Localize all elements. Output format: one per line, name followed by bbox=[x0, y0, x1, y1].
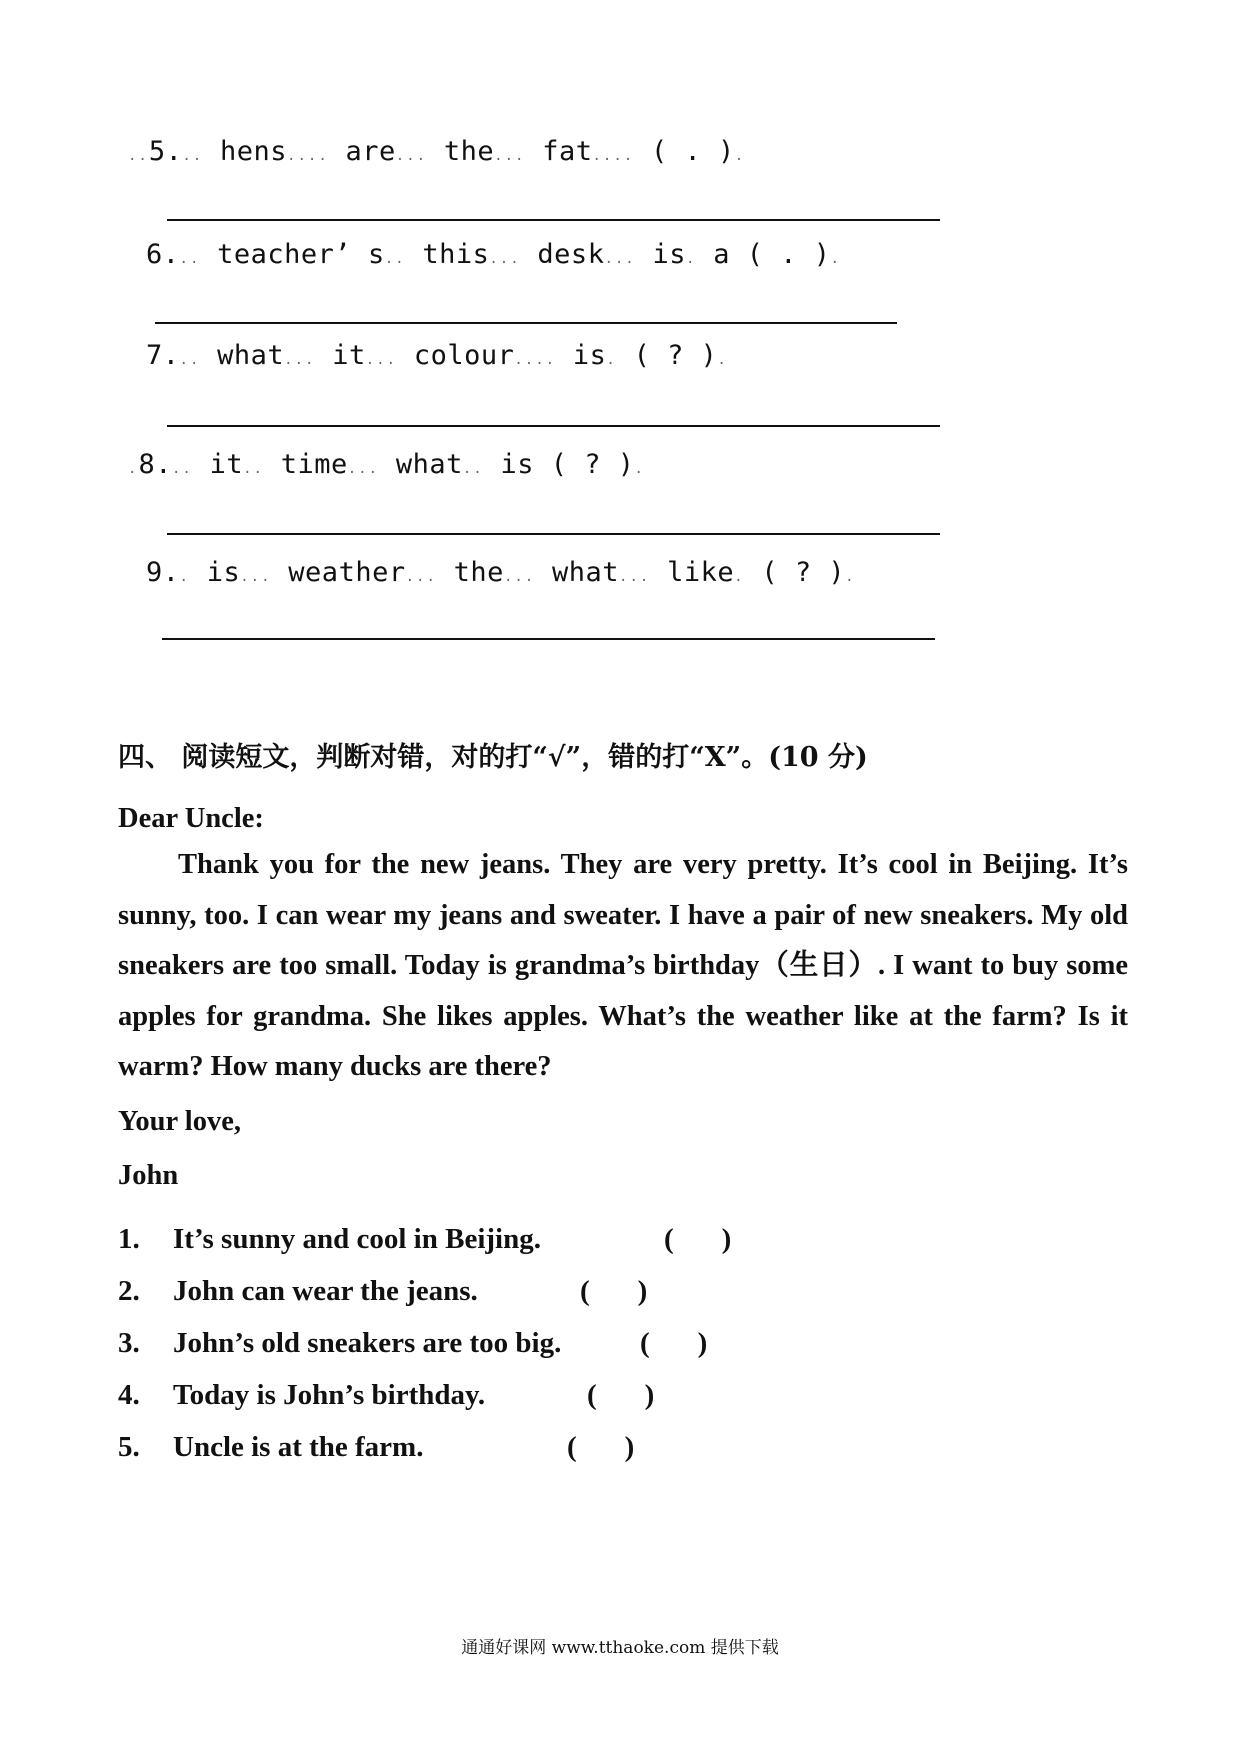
punctuation-hint: ( ? ) bbox=[761, 557, 846, 588]
letter-body: Thank you for the new jeans. They are very pretty. It’s cool in Beijing. It’s sunny, too. I can wear my jeans and sweater. I have a pair of new sneakers. My old sneakers are too small. Today is grandma’s birthday（生日）. I want to buy some apples for grandma. She likes apples. What’s the weather like at the farm? Is it warm? How many ducks are there? bbox=[118, 849, 1128, 1082]
word: the bbox=[443, 136, 495, 167]
answer-parentheses[interactable]: ( ) bbox=[640, 1327, 708, 1359]
punctuation-hint: ( ? ) bbox=[633, 340, 718, 371]
word: fat bbox=[542, 136, 593, 167]
question-row: ..5... hens.... are... the... fat.... ( . ). bbox=[128, 136, 746, 167]
punctuation-hint: ( ? ) bbox=[550, 449, 635, 480]
answer-parentheses[interactable]: ( ) bbox=[664, 1223, 732, 1255]
question-number: 7. bbox=[146, 340, 180, 371]
page-footer: 通通好课网 www.tthaoke.com 提供下载 bbox=[461, 1638, 779, 1658]
statement-number: 2. bbox=[118, 1275, 140, 1307]
word: it bbox=[209, 449, 244, 480]
statement-number: 5. bbox=[118, 1431, 140, 1463]
question-number: 8. bbox=[138, 449, 172, 480]
answer-parentheses[interactable]: ( ) bbox=[567, 1431, 635, 1463]
answer-line[interactable] bbox=[155, 322, 897, 324]
word: what bbox=[217, 340, 285, 371]
word: what bbox=[395, 449, 463, 480]
question-number: 6. bbox=[146, 239, 180, 270]
statement-text: Uncle is at the farm. bbox=[173, 1431, 424, 1463]
word: is bbox=[572, 340, 607, 371]
question-number: 9. bbox=[146, 557, 180, 588]
question-row: 7... what... it... colour.... is. ( ? ). bbox=[146, 340, 728, 371]
word: the bbox=[453, 557, 504, 588]
word: is bbox=[652, 239, 687, 270]
statement-number: 4. bbox=[118, 1379, 140, 1411]
word: hens bbox=[220, 136, 288, 167]
answer-parentheses[interactable]: ( ) bbox=[587, 1379, 655, 1411]
letter-closing: Your love, bbox=[118, 1106, 241, 1137]
statement-number: 1. bbox=[118, 1223, 140, 1255]
word: is bbox=[206, 557, 241, 588]
statement-text: John can wear the jeans. bbox=[173, 1275, 478, 1307]
statement-number: 3. bbox=[118, 1327, 140, 1359]
question-row: .8... it.. time... what.. is ( ? ). bbox=[128, 449, 645, 480]
word: are bbox=[345, 136, 396, 167]
answer-line[interactable] bbox=[167, 219, 940, 221]
question-row: 6... teacher’ s.. this... desk... is. a ( . ). bbox=[146, 239, 841, 270]
word: like bbox=[667, 557, 735, 588]
word: desk bbox=[537, 239, 605, 270]
statement-text: John’s old sneakers are too big. bbox=[173, 1327, 562, 1359]
word: a bbox=[713, 239, 730, 270]
word: this bbox=[422, 239, 490, 270]
word: time bbox=[280, 449, 348, 480]
answer-line[interactable] bbox=[167, 533, 940, 535]
section-title: 四、 阅读短文，判断对错，对的打“√”，错的打“X”。(10 分) bbox=[118, 742, 868, 773]
word: it bbox=[332, 340, 366, 371]
punctuation-hint: ( . ) bbox=[650, 136, 735, 167]
question-row: 9.. is... weather... the... what... like. ( ? ). bbox=[146, 557, 856, 588]
word: is bbox=[500, 449, 534, 480]
letter-signature: John bbox=[118, 1160, 179, 1191]
word: what bbox=[552, 557, 620, 588]
answer-parentheses[interactable]: ( ) bbox=[580, 1275, 648, 1307]
word: colour bbox=[413, 340, 515, 371]
letter-salutation: Dear Uncle: bbox=[118, 803, 264, 834]
word: weather bbox=[288, 557, 406, 588]
statement-text: It’s sunny and cool in Beijing. bbox=[173, 1223, 541, 1255]
punctuation-hint: ( . ) bbox=[746, 239, 831, 270]
answer-line[interactable] bbox=[167, 425, 940, 427]
question-number: 5. bbox=[148, 136, 183, 167]
statement-text: Today is John’s birthday. bbox=[173, 1379, 486, 1411]
word: teacher’ s bbox=[217, 239, 385, 270]
answer-line[interactable] bbox=[162, 638, 935, 640]
